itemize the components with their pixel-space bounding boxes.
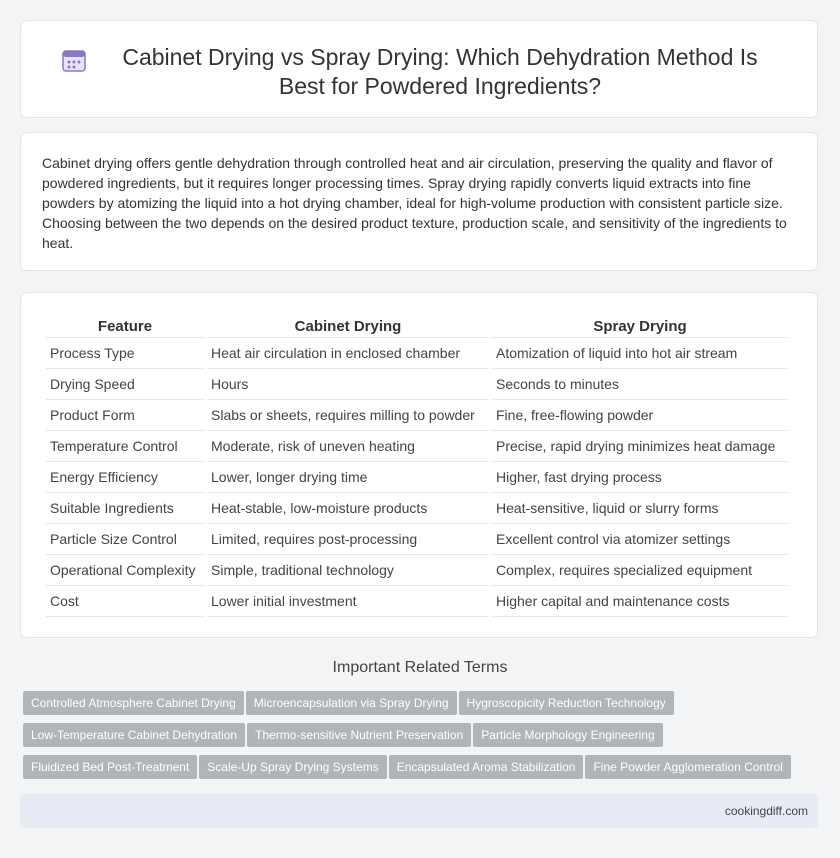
header-spray-drying: Spray Drying xyxy=(492,313,788,338)
related-term-tag[interactable]: Controlled Atmosphere Cabinet Drying xyxy=(23,691,244,715)
table-header-row xyxy=(46,313,788,338)
cabinet-drying-cell: Slabs or sheets, requires milling to powder xyxy=(207,400,489,431)
page-title: Cabinet Drying vs Spray Drying: Which Dehydration Method Is Best for Powdered Ingredients? xyxy=(122,44,758,99)
related-term-tag[interactable]: Microencapsulation via Spray Drying xyxy=(246,691,457,715)
related-term-tag[interactable]: Encapsulated Aroma Stabilization xyxy=(389,755,584,779)
intro-card xyxy=(20,132,818,271)
table-row xyxy=(46,493,788,524)
cabinet-drying-cell: Heat air circulation in enclosed chamber xyxy=(207,338,489,369)
table-row xyxy=(46,369,788,400)
comparison-card xyxy=(20,292,818,638)
related-terms-list xyxy=(23,691,823,787)
table-row xyxy=(46,524,788,555)
related-term-tag[interactable]: Hygroscopicity Reduction Technology xyxy=(459,691,674,715)
footer xyxy=(20,794,818,828)
related-term-tag[interactable]: Low-Temperature Cabinet Dehydration xyxy=(23,723,245,747)
table-row xyxy=(46,400,788,431)
feature-cell: Cost xyxy=(46,586,204,617)
related-term-tag[interactable]: Scale-Up Spray Drying Systems xyxy=(199,755,386,779)
spray-drying-cell: Precise, rapid drying minimizes heat damage xyxy=(492,431,788,462)
header-cabinet-drying: Cabinet Drying xyxy=(207,313,489,338)
spray-drying-cell: Atomization of liquid into hot air stream xyxy=(492,338,788,369)
related-term-tag[interactable]: Fluidized Bed Post-Treatment xyxy=(23,755,197,779)
spray-drying-cell: Fine, free-flowing powder xyxy=(492,400,788,431)
table-row xyxy=(46,431,788,462)
related-term-tag[interactable]: Fine Powder Agglomeration Control xyxy=(585,755,790,779)
cabinet-drying-cell: Moderate, risk of uneven heating xyxy=(207,431,489,462)
comparison-table xyxy=(43,313,791,617)
feature-cell: Suitable Ingredients xyxy=(46,493,204,524)
footer-site-link[interactable]: cookingdiff.com xyxy=(724,804,808,818)
feature-cell: Energy Efficiency xyxy=(46,462,204,493)
cabinet-drying-cell: Heat-stable, low-moisture products xyxy=(207,493,489,524)
cabinet-drying-cell: Lower initial investment xyxy=(207,586,489,617)
cabinet-drying-cell: Limited, requires post-processing xyxy=(207,524,489,555)
table-row xyxy=(46,338,788,369)
cabinet-drying-cell: Simple, traditional technology xyxy=(207,555,489,586)
table-row xyxy=(46,555,788,586)
table-row xyxy=(46,462,788,493)
spray-drying-cell: Higher, fast drying process xyxy=(492,462,788,493)
related-term-tag[interactable]: Thermo-sensitive Nutrient Preservation xyxy=(247,723,471,747)
feature-cell: Particle Size Control xyxy=(46,524,204,555)
cabinet-drying-cell: Lower, longer drying time xyxy=(207,462,489,493)
feature-cell: Process Type xyxy=(46,338,204,369)
spray-drying-cell: Heat-sensitive, liquid or slurry forms xyxy=(492,493,788,524)
title-card xyxy=(20,20,818,118)
feature-cell: Operational Complexity xyxy=(46,555,204,586)
spray-drying-cell: Complex, requires specialized equipment xyxy=(492,555,788,586)
spray-drying-cell: Higher capital and maintenance costs xyxy=(492,586,788,617)
spray-drying-cell: Excellent control via atomizer settings xyxy=(492,524,788,555)
calendar-icon xyxy=(61,47,87,73)
feature-cell: Product Form xyxy=(46,400,204,431)
cabinet-drying-cell: Hours xyxy=(207,369,489,400)
related-terms-title: Important Related Terms xyxy=(332,659,508,676)
related-term-tag[interactable]: Particle Morphology Engineering xyxy=(473,723,662,747)
feature-cell: Drying Speed xyxy=(46,369,204,400)
intro-text: Cabinet drying offers gentle dehydration through controlled heat and air circulation, preserving the quality and flavor of powdered ingredients, but it requires longer processing times. Spray drying rapidly converts liquid extracts into fine powders by atomizing the liquid into a hot drying chamber, ideal for high-volume production with consistent particle size. Choosing between the two depends on the desired product texture, production scale, and sensitivity of the ingredients to heat. xyxy=(42,155,787,251)
header-feature: Feature xyxy=(46,313,204,338)
feature-cell: Temperature Control xyxy=(46,431,204,462)
table-row xyxy=(46,586,788,617)
spray-drying-cell: Seconds to minutes xyxy=(492,369,788,400)
